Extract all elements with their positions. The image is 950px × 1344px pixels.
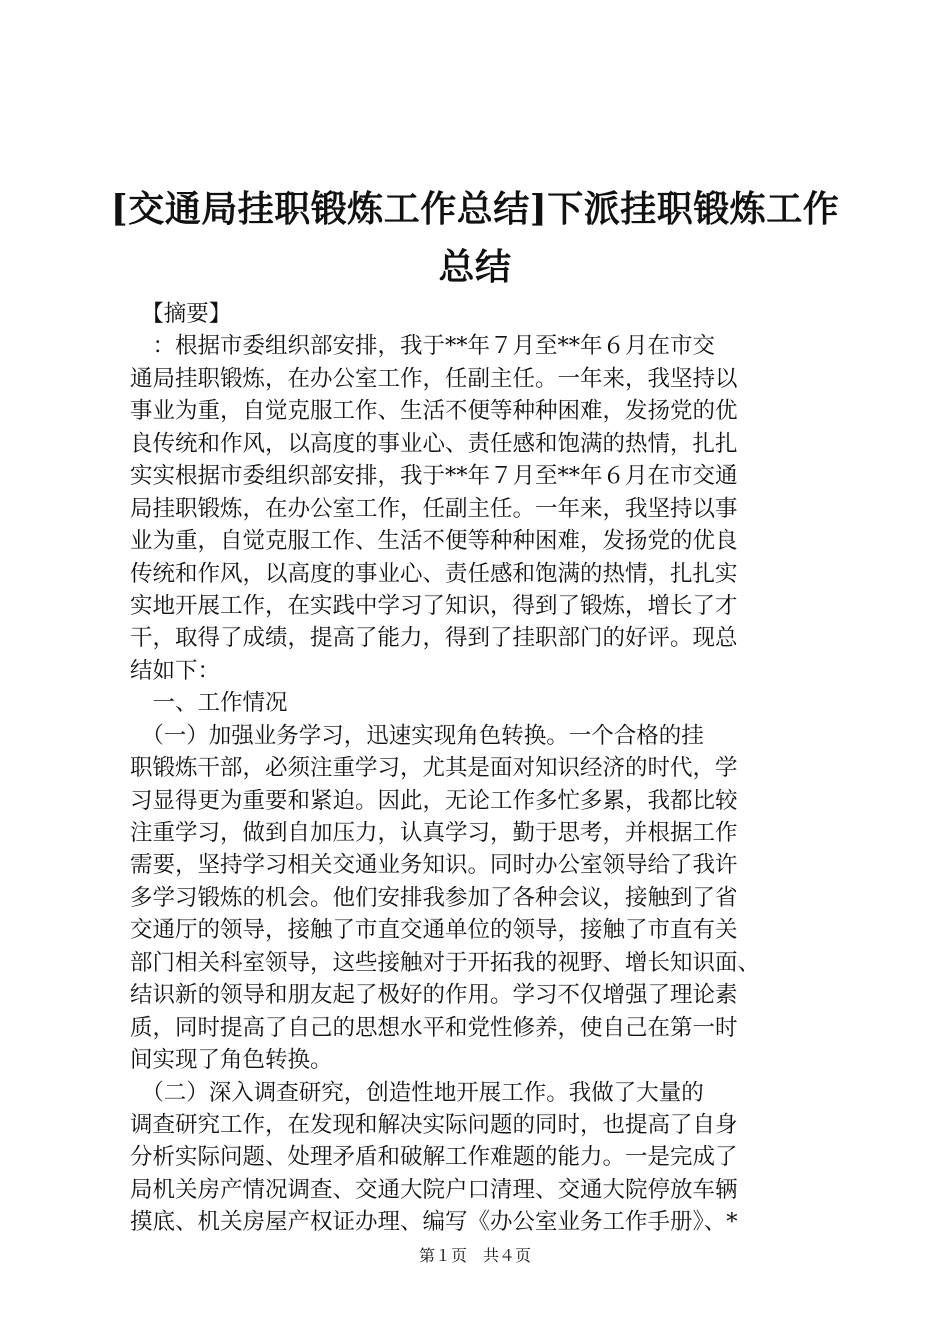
body-text-line: 局挂职锻炼，在办公室工作，任副主任。一年来，我坚持以事 xyxy=(130,495,738,522)
body-text-line: 质，同时提高了自己的思想水平和党性修养，使自己在第一时 xyxy=(130,1014,738,1041)
title-line: [交通局挂职锻炼工作总结]下派挂职锻炼工作 xyxy=(110,188,840,230)
title-line: 总结 xyxy=(438,246,512,288)
body-text-line: 调查研究工作，在发现和解决实际问题的同时，也提高了自身 xyxy=(130,1111,738,1138)
body-text-line: 多学习锻炼的机会。他们安排我参加了各种会议，接触到了省 xyxy=(130,884,738,911)
body-text-line: 一、工作情况 xyxy=(130,690,288,717)
body-text-line: 实地开展工作，在实践中学习了知识，得到了锻炼，增长了才 xyxy=(130,592,738,619)
body-text-line: ：根据市委组织部安排，我于**年７月至**年６月在市交 xyxy=(130,333,716,360)
body-text-line: 摸底、机关房屋产权证办理、编写《办公室业务工作手册》、* xyxy=(130,1209,738,1236)
body-text-line: 实实根据市委组织部安排，我于**年７月至**年６月在市交通 xyxy=(130,463,738,490)
body-text-line: 传统和作风，以高度的事业心、责任感和饱满的热情，扎扎实 xyxy=(130,560,738,587)
body-text-line: 需要，坚持学习相关交通业务知识。同时办公室领导给了我许 xyxy=(130,852,738,879)
body-text-line: 【摘要】 xyxy=(130,301,232,327)
body-text-line: 部门相关科室领导，这些接触对于开拓我的视野、增长知识面、 xyxy=(130,949,761,976)
body-text-line: （二）深入调查研究，创造性地开展工作。我做了大量的 xyxy=(130,1079,704,1106)
body-text-line: 结如下： xyxy=(130,657,221,684)
body-text-line: 习显得更为重要和紧迫。因此，无论工作多忙多累，我都比较 xyxy=(130,787,738,814)
body-text-line: 局机关房产情况调查、交通大院户口清理、交通大院停放车辆 xyxy=(130,1176,738,1203)
body-text-line: 交通厅的领导，接触了市直交通单位的领导，接触了市直有关 xyxy=(130,917,738,944)
page-footer: 第１页 共４页 xyxy=(418,1246,531,1265)
body-text-line: 通局挂职锻炼，在办公室工作，任副主任。一年来，我坚持以 xyxy=(130,365,738,392)
body-text-line: 间实现了角色转换。 xyxy=(130,1047,333,1074)
body-text-line: 结识新的领导和朋友起了极好的作用。学习不仅增强了理论素 xyxy=(130,982,738,1009)
document-title xyxy=(110,180,840,296)
body-text-line: 注重学习，做到自加压力，认真学习，勤于思考，并根据工作 xyxy=(130,820,738,846)
body-text-line: 事业为重，自觉克服工作、生活不便等种种困难，发扬党的优 xyxy=(130,398,738,425)
body-text-line: 干，取得了成绩，提高了能力，得到了挂职部门的好评。现总 xyxy=(130,625,738,652)
body-text-line: （一）加强业务学习，迅速实现角色转换。一个合格的挂 xyxy=(130,722,704,749)
body-text-line: 业为重，自觉克服工作、生活不便等种种困难，发扬党的优良 xyxy=(130,528,738,555)
body-text-line: 良传统和作风，以高度的事业心、责任感和饱满的热情，扎扎 xyxy=(130,430,738,457)
document-body xyxy=(130,298,830,1239)
body-text-line: 分析实际问题、处理矛盾和破解工作难题的能力。一是完成了 xyxy=(130,1144,738,1171)
body-text-line: 职锻炼干部，必须注重学习，尤其是面对知识经济的时代，学 xyxy=(130,755,738,782)
